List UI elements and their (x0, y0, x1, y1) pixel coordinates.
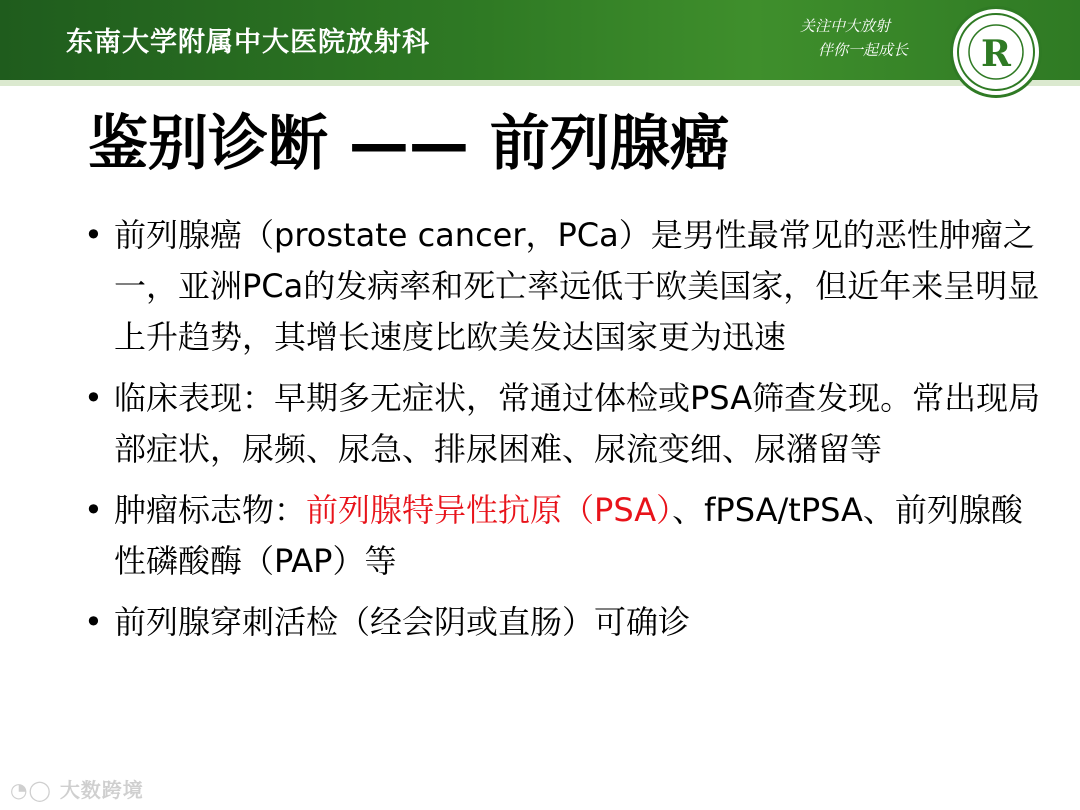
logo-emblem-icon (953, 9, 1039, 95)
slogan-line-2: 伴你一起成长 (818, 41, 909, 59)
watermark-logo-icon: ◔◯ (10, 778, 52, 802)
bullet-suffix: 、fPSA/tPSA、前列腺酸性磷酸酶（PAP）等 (114, 491, 1023, 580)
bullet-text: 临床表现：早期多无症状，常通过体检或PSA筛查发现。常出现局部症状，尿频、尿急、排尿困难、尿流变细、尿潴留等 (114, 379, 1041, 468)
watermark (10, 774, 144, 803)
bullet-prefix: 肿瘤标志物： (114, 491, 307, 529)
bullet-text: 前列腺穿刺活检（经会阴或直肠）可确诊 (114, 603, 691, 641)
header-divider (0, 80, 1080, 86)
hospital-title: 东南大学附属中大医院放射科 (66, 27, 430, 58)
bullet-dot-icon: • (84, 379, 103, 417)
slide-title: 鉴别诊断 —— 前列腺癌 (88, 109, 730, 179)
slogan-line-1: 关注中大放射 (800, 17, 891, 35)
bullet-text: 前列腺癌（prostate cancer，PCa）是男性最常见的恶性肿瘤之一，亚洲PCa的发病率和死亡率远低于欧美国家，但近年来呈明显上升趋势，其增长速度比欧美发达国家更为迅速 (114, 216, 1040, 356)
bullet-dot-icon: • (84, 603, 103, 641)
bullet-item (82, 597, 1042, 648)
bullet-list (82, 210, 1042, 658)
bullet-dot-icon: • (84, 216, 103, 254)
hospital-logo (950, 6, 1042, 98)
bullet-item (82, 485, 1042, 587)
bullet-item (82, 210, 1042, 363)
psa-highlight: 前列腺特异性抗原（PSA） (306, 491, 673, 529)
bullet-item (82, 373, 1042, 475)
watermark-text: 大数跨境 (59, 778, 144, 802)
slogan (800, 14, 908, 62)
logo-letter: R (981, 33, 1011, 75)
bullet-dot-icon: • (84, 491, 103, 529)
